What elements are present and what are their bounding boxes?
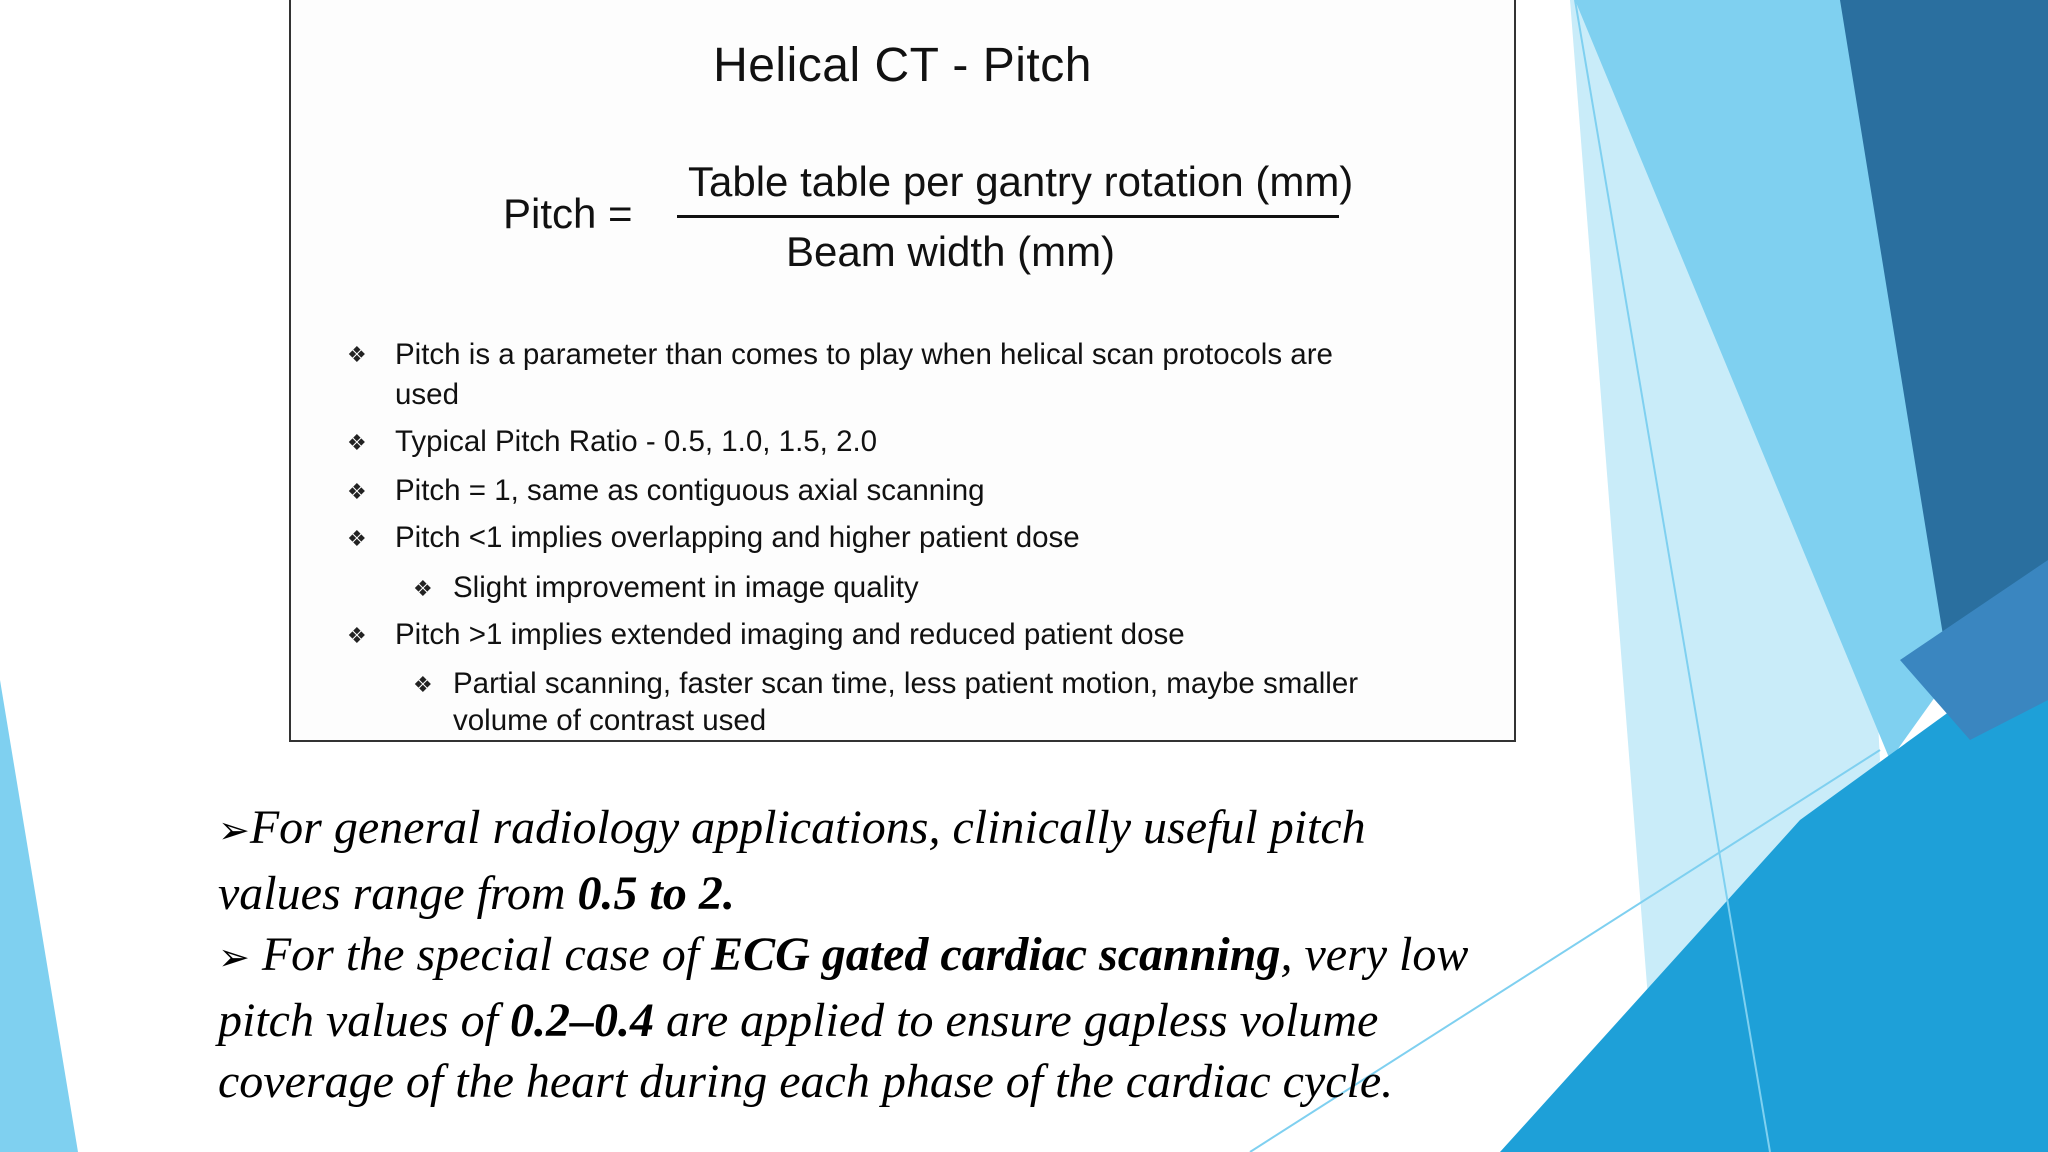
list-item: Pitch <1 implies overlapping and higher patient dose xyxy=(395,521,1080,554)
diamond-bullet-icon: ❖ xyxy=(347,526,367,551)
diamond-bullet-icon: ❖ xyxy=(347,623,367,648)
caption-line: pitch values of 0.2–0.4 are applied to ensure gapless volume xyxy=(218,993,1379,1047)
pitch-range-emphasis: 0.5 to 2. xyxy=(577,866,735,920)
caption-line: ➢For general radiology applications, clinically useful pitch xyxy=(218,801,1366,854)
list-item: Pitch is a parameter than comes to play when helical scan protocols are xyxy=(395,338,1333,371)
diamond-bullet-icon: ❖ xyxy=(347,430,367,455)
diamond-bullet-icon: ❖ xyxy=(413,672,433,697)
list-item: Typical Pitch Ratio - 0.5, 1.0, 1.5, 2.0 xyxy=(395,425,878,458)
list-item: used xyxy=(395,378,459,411)
caption-line: ➢ For the special case of ECG gated cardiac scanning, very low xyxy=(218,928,1469,981)
list-item: Partial scanning, faster scan time, less patient motion, maybe smaller xyxy=(453,667,1359,700)
low-pitch-emphasis: 0.2–0.4 xyxy=(509,993,654,1047)
bullet-list xyxy=(291,0,1514,740)
diamond-bullet-icon: ❖ xyxy=(413,576,433,601)
slide-caption xyxy=(218,797,1618,1113)
formula-denominator: Beam width (mm) xyxy=(786,228,1116,275)
embedded-slide-image xyxy=(289,0,1516,742)
left-accent-shape xyxy=(0,680,78,1152)
formula-label: Pitch = xyxy=(503,190,633,237)
diamond-bullet-icon: ❖ xyxy=(347,479,367,504)
list-item: volume of contrast used xyxy=(453,704,767,737)
caption-line: coverage of the heart during each phase of the cardiac cycle. xyxy=(218,1055,1394,1108)
formula-numerator: Table table per gantry rotation (mm) xyxy=(688,158,1354,205)
list-item: Pitch = 1, same as contiguous axial scanning xyxy=(395,474,985,507)
image-title: Helical CT - Pitch xyxy=(713,39,1092,92)
caption-line: values range from 0.5 to 2. xyxy=(218,866,735,920)
arrow-bullet-icon: ➢ xyxy=(218,810,250,852)
list-item: Slight improvement in image quality xyxy=(453,571,919,604)
list-item: Pitch >1 implies extended imaging and reduced patient dose xyxy=(395,618,1185,651)
diamond-bullet-icon: ❖ xyxy=(347,342,367,367)
arrow-bullet-icon: ➢ xyxy=(218,937,250,979)
ecg-emphasis: ECG gated cardiac scanning xyxy=(711,928,1281,981)
